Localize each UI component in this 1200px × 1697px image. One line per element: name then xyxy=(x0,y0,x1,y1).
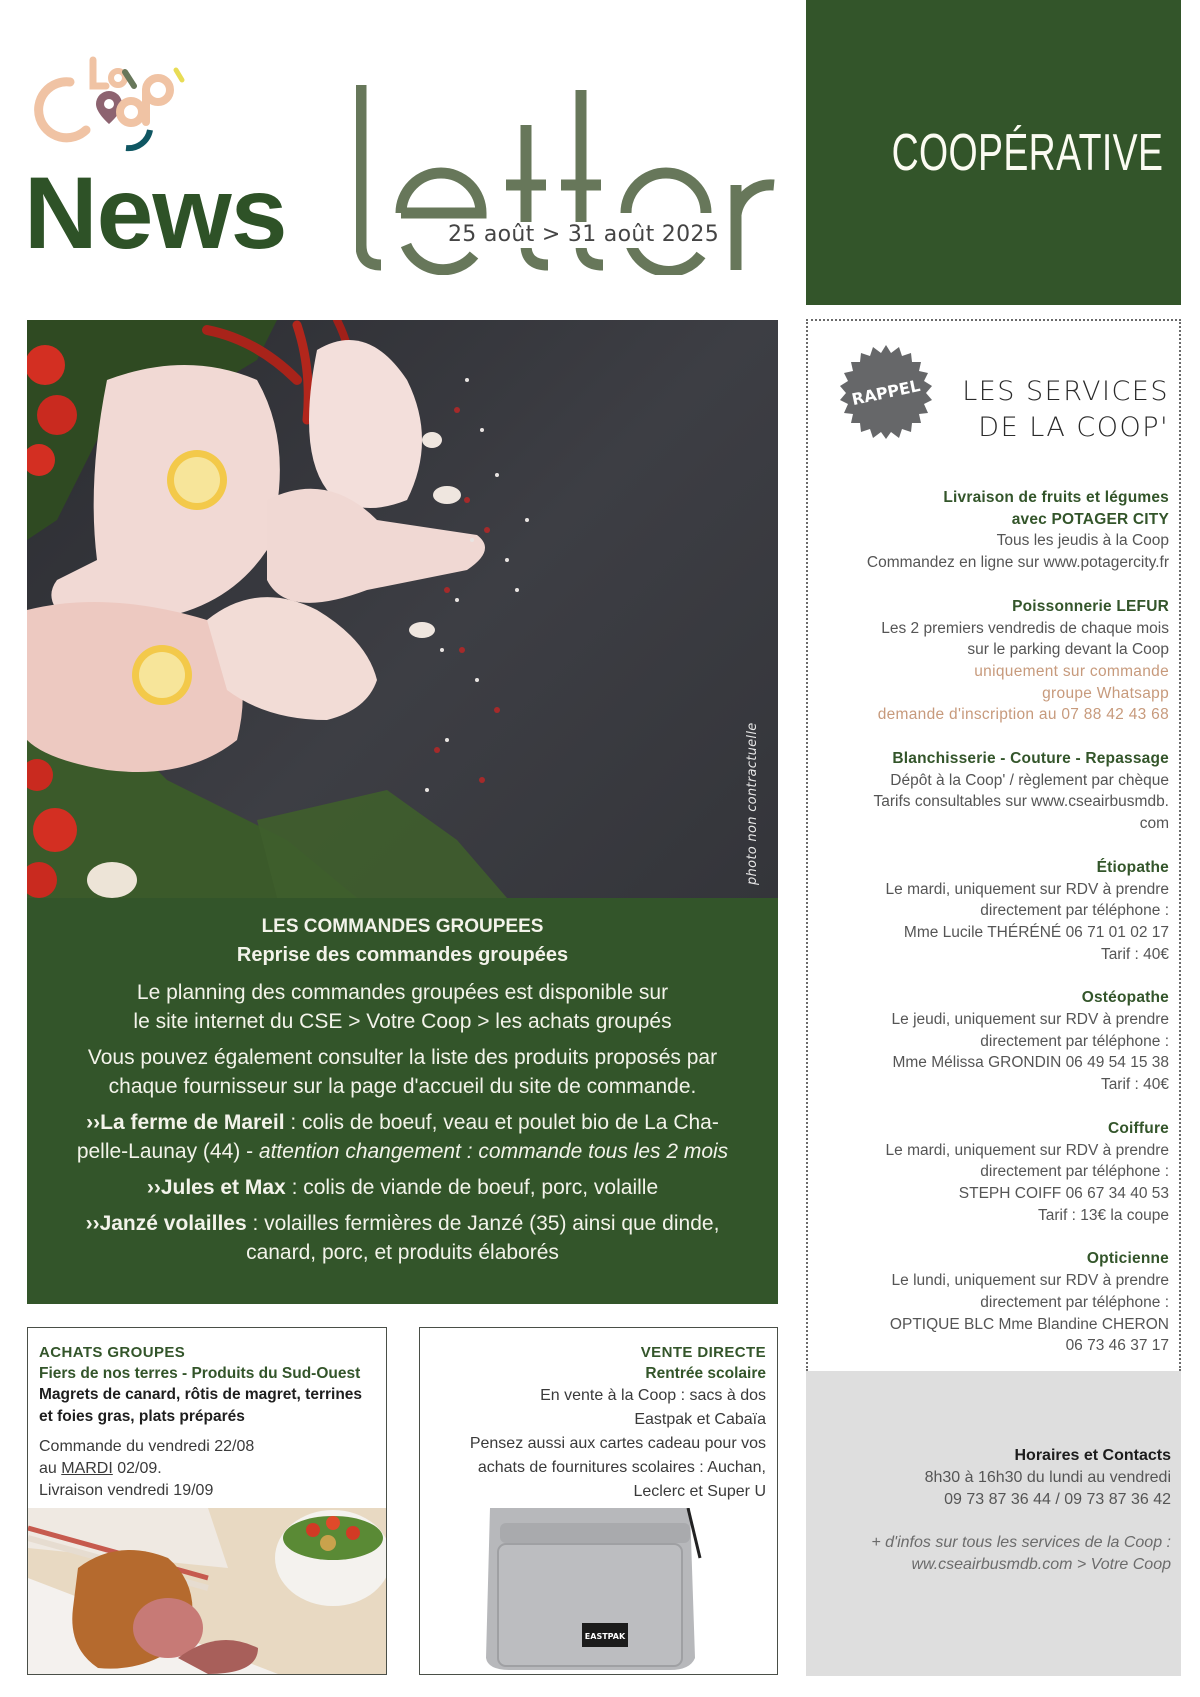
opening-hours: 8h30 à 16h30 du lundi au vendredi xyxy=(924,1469,1171,1486)
photo-disclaimer: photo non contractuelle xyxy=(745,722,760,885)
service-line: Le jeudi, uniquement sur RDV à prendre xyxy=(891,1011,1169,1029)
service-price: Tarif : 13€ la coupe xyxy=(1038,1206,1169,1224)
order-line-2-suffix: 02/09. xyxy=(112,1460,162,1477)
contacts-title: Horaires et Contacts xyxy=(1014,1447,1171,1464)
supplier-janze-volailles xyxy=(27,1209,778,1267)
card-subtitle: Fiers de nos terres - Produits du Sud-Ouest xyxy=(39,1365,361,1382)
service-contact: STEPH COIFF 06 67 34 40 53 xyxy=(958,1184,1169,1202)
supplier-name: ››La ferme de Mareil xyxy=(86,1111,285,1134)
service-name: Livraison de fruits et légumes xyxy=(943,489,1169,506)
service-name: Coiffure xyxy=(1107,1119,1169,1137)
sale-line-2: Eastpak et Cabaïa xyxy=(634,1411,766,1428)
svg-text:EASTPAK: EASTPAK xyxy=(584,1632,626,1641)
service-name: Poissonnerie LEFUR xyxy=(1012,597,1169,615)
planning-line-2: le site internet du CSE > Votre Coop > les achats groupés xyxy=(133,1010,672,1033)
service-osteopathe xyxy=(819,987,1169,1096)
achats-groupes-card xyxy=(27,1327,387,1675)
products-line-1: Vous pouvez également consulter la liste des produits proposés par xyxy=(87,1046,718,1069)
service-name: Étiopathe xyxy=(1096,858,1169,876)
group-orders-planning-text xyxy=(27,978,778,1036)
group-orders-products-text xyxy=(27,1043,778,1101)
service-line: Le mardi, uniquement sur RDV à prendre xyxy=(885,880,1169,898)
service-price: Tarif : 40€ xyxy=(1100,1076,1169,1094)
supplier-desc: : colis de boeuf, veau et poulet bio de La Cha- xyxy=(284,1111,719,1134)
service-phone: 06 73 46 37 17 xyxy=(1065,1337,1169,1355)
service-line: directement par téléphone : xyxy=(980,1163,1169,1181)
category-banner xyxy=(806,0,1181,305)
service-line: Les 2 premiers vendredis de chaque mois xyxy=(881,619,1169,637)
supplier-note: attention changement : commande tous les 2 mois xyxy=(258,1140,729,1163)
more-info-link[interactable]: ww.cseairbusmdb.com > Votre Coop xyxy=(911,1556,1171,1573)
services-list xyxy=(819,487,1169,1379)
category-label: COOPÉRATIVE xyxy=(891,123,1163,182)
backpack-image xyxy=(420,1508,777,1674)
service-link[interactable]: com xyxy=(1139,815,1169,833)
coop-logo-icon xyxy=(28,52,193,152)
service-name: Ostéopathe xyxy=(1081,989,1169,1007)
group-orders-section xyxy=(27,898,778,1304)
supplier-name: ››Jules et Max xyxy=(146,1176,286,1199)
service-accent-line: groupe Whatsapp xyxy=(1042,684,1169,702)
supplier-desc: pelle-Launay (44) - xyxy=(76,1140,259,1163)
products-line-2: chaque fournisseur sur la page d'accueil du site de commande. xyxy=(108,1075,697,1098)
service-contact: OPTIQUE BLC Mme Blandine CHERON xyxy=(889,1315,1169,1333)
services-title xyxy=(962,374,1169,446)
service-potager-city xyxy=(819,487,1169,574)
rappel-badge xyxy=(838,343,934,439)
service-name: Blanchisserie - Couture - Repassage xyxy=(892,750,1169,768)
sale-line-4: achats de fournitures scolaires : Auchan, xyxy=(477,1459,766,1476)
card-subtitle: Rentrée scolaire xyxy=(645,1365,766,1382)
service-line: directement par téléphone : xyxy=(980,1032,1169,1050)
supplier-jules-et-max xyxy=(27,1173,778,1202)
service-accent-line: uniquement sur commande xyxy=(974,662,1169,680)
group-orders-heading: LES COMMANDES GROUPEES xyxy=(261,916,544,937)
roast-duck-image xyxy=(28,1508,386,1674)
service-contact: Mme Lucile THÉRÉNÉ 06 71 01 02 17 xyxy=(903,923,1169,941)
more-info-text xyxy=(816,1532,1171,1576)
group-orders-subheading: Reprise des commandes groupées xyxy=(236,944,569,966)
rappel-seal-icon xyxy=(838,343,934,439)
sale-line-1: En vente à la Coop : sacs à dos xyxy=(540,1387,766,1404)
service-poissonnerie xyxy=(819,596,1169,726)
service-blanchisserie xyxy=(819,748,1169,835)
chicken-photo-illustration xyxy=(27,320,778,898)
hours-contacts-panel xyxy=(806,1371,1181,1676)
order-line-1: Commande du vendredi 22/08 xyxy=(39,1438,255,1455)
more-info-line-1: + d'infos sur tous les services de la Coop : xyxy=(871,1534,1171,1551)
supplier-ferme-de-mareil xyxy=(27,1108,778,1166)
order-deadline-day: MARDI xyxy=(61,1460,113,1477)
service-name: Opticienne xyxy=(1086,1250,1169,1268)
service-line: sur le parking devant la Coop xyxy=(967,641,1169,659)
date-range: 25 août > 31 août 2025 xyxy=(444,222,723,248)
service-line: directement par téléphone : xyxy=(980,902,1169,920)
service-line: Dépôt à la Coop' / règlement par chèque xyxy=(890,771,1169,789)
supplier-desc: : colis de viande de boeuf, porc, volaille xyxy=(285,1176,659,1199)
contact-phones: 09 73 87 36 44 / 09 73 87 36 42 xyxy=(944,1491,1171,1508)
card-kicker: VENTE DIRECTE xyxy=(640,1344,766,1361)
newsletter-title-news: News xyxy=(24,156,287,270)
services-title-line-1: LES SERVICES xyxy=(962,376,1169,407)
supplier-desc: canard, porc, et produits élaborés xyxy=(246,1241,559,1264)
service-opticienne xyxy=(819,1248,1169,1357)
backpack-photo-illustration xyxy=(420,1508,778,1674)
hero-image xyxy=(27,320,778,898)
planning-line-1: Le planning des commandes groupées est disponible sur xyxy=(136,981,669,1004)
service-line: Le lundi, uniquement sur RDV à prendre xyxy=(891,1272,1169,1290)
delivery-date: Livraison vendredi 19/09 xyxy=(39,1482,214,1499)
service-accent-line: demande d'inscription au 07 88 42 43 68 xyxy=(877,706,1169,724)
coop-logo xyxy=(28,52,193,152)
service-line: Tous les jeudis à la Coop xyxy=(996,532,1169,550)
services-title-line-2: DE LA COOP' xyxy=(978,412,1169,443)
card-products: Magrets de canard, rôtis de magret, terrines et foies gras, plats préparés xyxy=(39,1386,363,1425)
supplier-desc: : volailles fermières de Janzé (35) ainsi que dinde, xyxy=(246,1212,720,1235)
card-body xyxy=(430,1384,766,1504)
service-name: avec POTAGER CITY xyxy=(1011,510,1169,528)
sale-line-3: Pensez aussi aux cartes cadeau pour vos xyxy=(469,1435,766,1452)
service-etiopathe xyxy=(819,857,1169,966)
card-order-dates xyxy=(39,1436,374,1502)
sale-line-5: Leclerc et Super U xyxy=(633,1483,766,1500)
vente-directe-card xyxy=(419,1327,778,1675)
service-price: Tarif : 40€ xyxy=(1100,945,1169,963)
supplier-name: ››Janzé volailles xyxy=(85,1212,247,1235)
service-coiffure xyxy=(819,1118,1169,1227)
service-line: Le mardi, uniquement sur RDV à prendre xyxy=(885,1141,1169,1159)
order-line-2-prefix: au xyxy=(39,1460,62,1477)
service-contact: Mme Mélissa GRONDIN 06 49 54 15 38 xyxy=(892,1054,1169,1072)
services-panel xyxy=(806,319,1181,1371)
service-link[interactable]: Tarifs consultables sur www.cseairbusmdb. xyxy=(873,793,1169,811)
service-line: directement par téléphone : xyxy=(980,1293,1169,1311)
svg-text:RAPPEL: RAPPEL xyxy=(850,376,922,410)
card-kicker: ACHATS GROUPES xyxy=(39,1344,186,1361)
roast-duck-photo-illustration xyxy=(28,1508,387,1674)
service-link[interactable]: Commandez en ligne sur www.potagercity.fr xyxy=(866,554,1169,572)
